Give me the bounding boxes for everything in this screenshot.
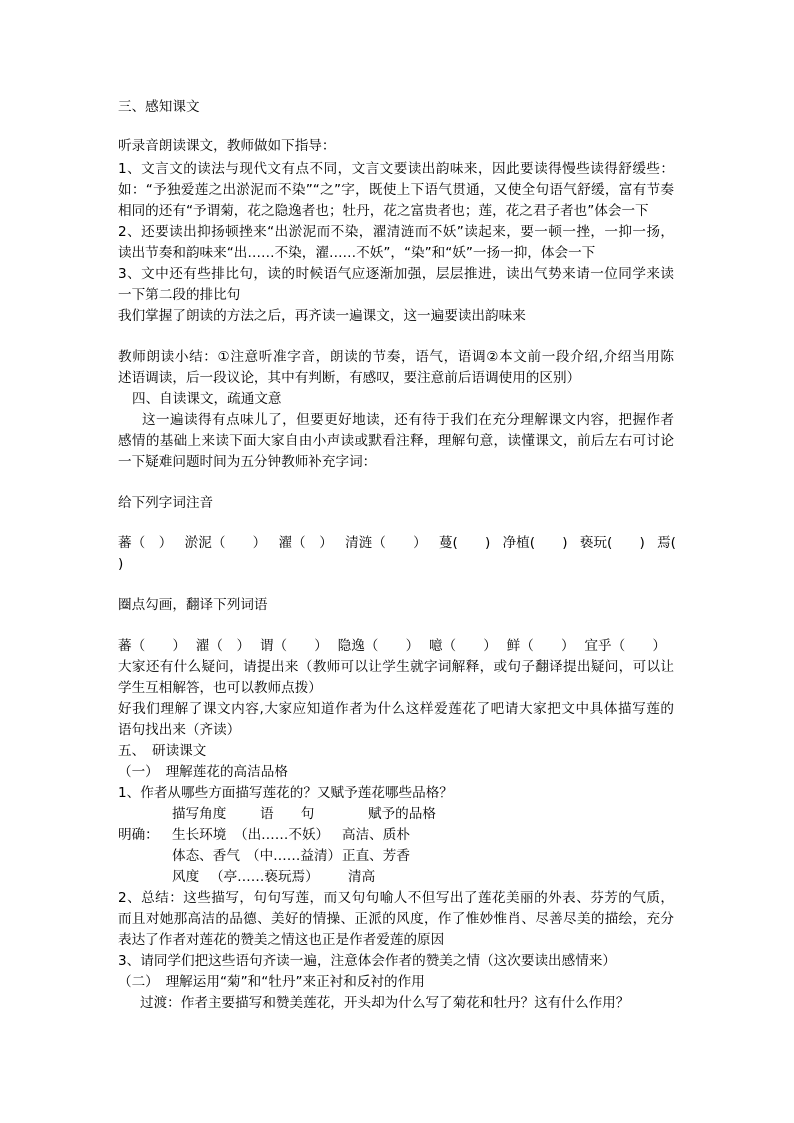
paragraph-line: 2、还要读出抑扬顿挫来“出淤泥而不染，濯清涟而不妖”读起来，要一顿一挫，一抑一扬， (118, 224, 674, 240)
section-5-title: 五、 研读课文 (118, 743, 207, 759)
phonetic-item: 蔓( ) (438, 535, 491, 551)
table-cell: 生长环境 (172, 827, 227, 843)
paragraph-line: 1、文言文的读法与现代文有点不同，文言文要读出韵味来，因此要读得慢些读得舒缓些： (118, 161, 674, 177)
paragraph-line: 表达了作者对莲花的赞美之情这也正是作者爱莲的原因 (118, 932, 445, 948)
translate-list (118, 636, 666, 656)
paragraph-line: 好我们理解了课文内容,大家应知道作者为什么这样爱莲花了吧请大家把文中具体描写莲的 (118, 701, 674, 717)
phonetic-item: 蕃（ ） (118, 535, 173, 551)
translate-item: 鲜（ ） (506, 638, 575, 654)
section-3-intro: 听录音朗读课文，教师做如下指导： (118, 138, 336, 154)
question-3: 3、请同学们把这些语句齐读一遍，注意体会作者的赞美之情（这次要读出感情来） (118, 953, 617, 969)
phonetic-list (118, 533, 676, 553)
phonetic-title: 给下列字词注音 (118, 495, 214, 511)
table-cell: （出……不妖） (234, 827, 330, 843)
phonetic-item: 淤泥（ ） (184, 535, 267, 551)
phonetic-item: 净植( ) (502, 535, 568, 551)
translate-title: 圈点勾画，翻译下列词语 (118, 597, 268, 613)
paragraph-line: 相同的还有“予谓菊，花之隐逸者也；牡丹，花之富贵者也；莲，花之君子者也”体会一下 (118, 203, 649, 219)
table-header: 语 句 (260, 806, 315, 822)
translate-item: 隐逸（ ） (337, 638, 420, 654)
paragraph-line: 如：“予独爱莲之出淤泥而不染”“之”字，既使上下语气贯通，又使全句语气舒缓，富有节奏 (118, 182, 674, 198)
phonetic-item: 清涟（ ） (345, 535, 427, 551)
translate-item: 蕃（ ） (118, 638, 186, 654)
paragraph-line: 大家还有什么疑问，请提出来（教师可以让学生就字词解释，或句子翻译提出疑问，可以让 (118, 659, 674, 675)
paragraph-line: 读出节奏和韵味来“出……不染，濯……不妖”，“染”和“妖”一扬一抑，体会一下 (118, 245, 596, 261)
table-cell: 清高 (348, 869, 376, 885)
table-cell: 体态、香气 (172, 848, 240, 864)
table-cell: （中……益清） (246, 848, 342, 864)
phonetic-close: ) (118, 556, 124, 572)
subsection-1-title: （一） 理解莲花的高洁品格 (118, 764, 288, 780)
question-1: 1、作者从哪些方面描写莲花的？又赋予莲花哪些品格？ (118, 785, 453, 801)
translate-item: 谓（ ） (259, 638, 328, 654)
paragraph-line: 这一遍读得有点味儿了，但要更好地读，还有待于我们在充分理解课文内容，把握作者 (142, 412, 674, 428)
table-cell: 正直、芳香 (342, 848, 410, 864)
translate-item: 噫（ ） (428, 638, 497, 654)
paragraph-line: 语句找出来（齐读） (118, 722, 241, 738)
table-header: 赋予的品格 (368, 806, 436, 822)
section-3-title: 三、感知课文 (118, 99, 200, 115)
paragraph-line: 3、文中还有些排比句，读的时候语气应逐渐加强，层层推进，读出气势来请一位同学来读 (118, 266, 674, 282)
table-cell: 高洁、质朴 (342, 827, 410, 843)
paragraph-line: 一下疑难问题时间为五分钟教师补充字词： (118, 454, 377, 470)
paragraph-line: 我们掌握了朗读的方法之后，再齐读一遍课文，这一遍要读出韵味来 (118, 308, 526, 324)
transition-line: 过渡：作者主要描写和赞美莲花，开头却为什么写了菊花和牡丹？这有什么作用？ (140, 995, 630, 1011)
phonetic-item: 濯（ ） (278, 535, 333, 551)
subsection-2-title: （二） 理解运用“菊”和“牡丹”来正衬和反衬的作用 (118, 974, 425, 990)
translate-item: 宜乎（ ） (584, 638, 666, 654)
section-4-title: 四、自读课文，疏通文意 (132, 391, 282, 407)
table-cell: 风度 (172, 869, 200, 885)
summary-line: 教师朗读小结：①注意听准字音，朗读的节奏，语气，语调②本文前一段介绍,介绍当用陈 (118, 349, 674, 365)
paragraph-line: 感情的基础上来读下面大家自由小声读或默看注释，理解句意，读懂课文，前后左右可讨论 (118, 433, 674, 449)
phonetic-item: 亵玩( ) (579, 535, 645, 551)
summary-line: 述语调读，后一段议论，其中有判断，有感叹，要注意前后语调使用的区别） (118, 370, 581, 386)
paragraph-line: 而且对她那高洁的品德、美好的情操、正派的风度，作了惟妙惟肖、尽善尽美的描绘，充分 (118, 911, 674, 927)
phonetic-item: 焉( (657, 535, 676, 551)
paragraph-line: 2、总结：这些描写，句句写莲，而又句句喻人不但写出了莲花美丽的外表、芬芳的气质， (118, 890, 674, 906)
paragraph-line: 一下第二段的排比句 (118, 287, 241, 303)
translate-item: 濯（ ） (195, 638, 251, 654)
table-cell: （亭……亵玩焉） (210, 869, 319, 885)
paragraph-line: 学生互相解答，也可以教师点拨） (118, 680, 322, 696)
table-header: 描写角度 (172, 806, 227, 822)
answer-label: 明确： (118, 827, 159, 843)
